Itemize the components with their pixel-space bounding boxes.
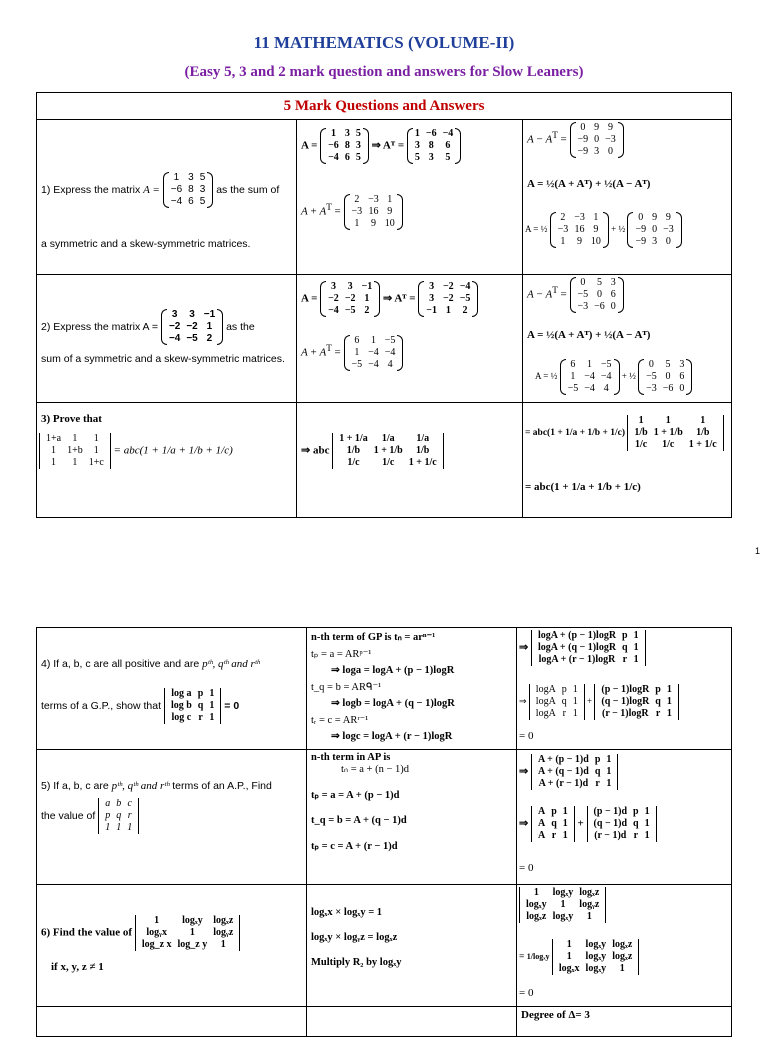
- q4-question-terms: pᵗʰ, qᵗʰ and rᵗʰ: [202, 658, 260, 670]
- q4-line-1: n-th term of GP is tₙ = arⁿ⁻¹: [311, 632, 436, 643]
- q4-line-2: tₚ = a = ARᵖ⁻¹: [311, 648, 372, 660]
- q2-question-suffix: sum of a symmetric and a skew-symmetric matrices.: [41, 353, 285, 365]
- q3-determinant: 1+a 1 1 1 1+b 1 1 1 1+c: [39, 433, 111, 469]
- q6-coef: 1/logₓy: [526, 952, 550, 962]
- q2-matrix-at: 3 −2 −4 3 −2 −5 −1 1 2: [418, 281, 478, 317]
- q4-result: = 0: [519, 730, 534, 742]
- q4-rhs: = 0: [224, 699, 240, 712]
- q3-rhs: = abc(1 + 1/a + 1/b + 1/c): [113, 444, 233, 457]
- q4-line-4: t_q = b = ARᑫ⁻¹: [311, 681, 382, 693]
- q5-line-4: t_q = b = A + (q − 1)d: [311, 815, 407, 826]
- q5-question-terms: pᵗʰ, qᵗʰ and rᵗʰ: [111, 780, 170, 792]
- q2-question-prefix: 2) Express the matrix A =: [41, 320, 159, 333]
- q4-question-cell: 4) If a, b, c are all positive and are pᵗʰ, qᵗʰ and rᵗʰ terms of a G.P., show that log a p 1 log b q 1 log c r 1 = 0: [37, 628, 307, 750]
- q1-question-cell: 1) Express the matrix A = 1 3 5 −6 8 3 −4 6 5 as the sum of a symmetric and a skew-symmetric matrices.: [37, 120, 297, 275]
- q2-step-cell: A = 3 3 −1 −2 −2 1 −4 −5 2 ⇒ Aᵀ = 3 −2 −4 3 −2 −5 −1 1 2 $A + A^T$ = 6 1 −5 1 −4 −4 −5 −4 4: [297, 275, 523, 403]
- q5-line-5: tₚ = c = A + (r − 1)d: [311, 841, 398, 852]
- q4-step-cell: [307, 628, 517, 750]
- q5-line-1: n-th term in AP is: [311, 752, 391, 763]
- q3-question: 3) Prove that: [41, 413, 102, 425]
- q5-line-2: tₙ = a + (n − 1)d: [341, 764, 410, 775]
- document-subtitle: (Easy 5, 3 and 2 mark question and answers for Slow Leaners): [184, 64, 584, 80]
- q5-result: = 0: [519, 862, 534, 874]
- q1-matrix-a-copy: 1 3 5 −6 8 3 −4 6 5: [320, 128, 369, 164]
- q3-step1: ⇒ abc: [301, 444, 330, 457]
- q6-line-3: Multiply R₂ by logₓy: [311, 957, 402, 968]
- q7-step-cell: [307, 1007, 517, 1037]
- q4-line-7: ⇒ logc = logA + (r − 1)logR: [331, 731, 453, 742]
- q5-question-prefix: 5) If a, b, c are: [41, 780, 109, 792]
- q6-condition: if x, y, z ≠ 1: [51, 961, 104, 973]
- q6-question-cell: 6) Find the value of 1 logₓy logₓz logᵧx 1 logᵧz log_z x log_z y 1 if x, y, z ≠ 1: [37, 885, 307, 1007]
- q6-line-2: logₓy × logᵧz = logₓz: [311, 932, 398, 943]
- q1-matrix-at: 1 −6 −4 3 8 6 5 3 5: [407, 128, 461, 164]
- q2-question-mid: as the: [226, 320, 255, 333]
- q6-result: = 0: [519, 987, 534, 999]
- q1-question-suffix: a symmetric and a skew-symmetric matrices.: [41, 238, 251, 250]
- q5-answer-cell: ⇒ A + (p − 1)d p 1 A + (q − 1)d q 1 A + (r − 1)d r 1 ⇒ A p 1 A q 1 A r 1 + (p − 1)d p 1 (q − 1)d q 1 (r − 1)d r 1 = 0: [517, 750, 732, 885]
- q2-matrix-sum: 6 1 −5 1 −4 −4 −5 −4 4: [344, 335, 404, 371]
- q5-step-cell: [307, 750, 517, 885]
- q5-question-value: the value of: [41, 809, 96, 822]
- q3-question-cell: [37, 403, 297, 518]
- q1-matrix-sum: 2 −3 1 −3 16 9 1 9 10: [344, 194, 403, 230]
- q1-question-mid: as the sum of: [216, 183, 280, 196]
- q2-formula: A = ½(A + Aᵀ) + ½(A − Aᵀ): [527, 329, 651, 341]
- q2-matrix-diff: 0 5 3 −5 0 6 −3 −6 0: [570, 277, 624, 313]
- q1-answer-cell: $A - A^T$ = 0 9 9 −9 0 −3 −9 3 0 A = ½(A + Aᵀ) + ½(A − Aᵀ) A = ½ 2 −3 1 −3 16 9 1 9 10 + ½ 0 9 9 −9 0 −3 −9 3 0: [523, 120, 732, 275]
- q7-question-cell: [37, 1007, 307, 1037]
- q3-step2: = abc(1 + 1/a + 1/b + 1/c): [525, 428, 626, 439]
- answers-table-page1: [36, 92, 732, 518]
- q1-matrix-a: 1 3 5 −6 8 3 −4 6 5: [163, 172, 214, 208]
- q1-question-prefix: 1) Express the matrix: [41, 183, 141, 196]
- q4-line-3: ⇒ loga = logA + (p − 1)logR: [331, 665, 455, 676]
- q7-partial: Degree of Δ= 3: [521, 1009, 590, 1021]
- q5-question-mid: terms of an A.P., Find: [172, 780, 272, 792]
- document-title: 11 MATHEMATICS (VOLUME-II): [253, 33, 515, 52]
- q1-matrix-diff: 0 9 9 −9 0 −3 −9 3 0: [570, 122, 624, 158]
- q4-question-mid: terms of a G.P., show that: [41, 699, 162, 712]
- q4-answer-cell: ⇒ logA + (p − 1)logR p 1 logA + (q − 1)logR q 1 logA + (r − 1)logR r 1 ⇒ logA p 1 logA q 1 logA r 1 + (p − 1)logR p 1 (q − 1)logR q 1 (r − 1)logR r 1 = 0: [517, 628, 732, 750]
- section-title: 5 Mark Questions and Answers: [37, 93, 732, 120]
- q3-answer-cell: = abc(1 + 1/a + 1/b + 1/c) 1 1 1 1/b 1 + 1/b 1/b 1/c 1/c 1 + 1/c = abc(1 + 1/a + 1/b + 1/c): [523, 403, 732, 518]
- q6-question: 6) Find the value of: [41, 926, 133, 939]
- q5-question-cell: 5) If a, b, c are pᵗʰ, qᵗʰ and rᵗʰ terms of an A.P., Find the value of a b c p q r 1 1 1: [37, 750, 307, 885]
- page-number: 1: [754, 546, 760, 556]
- q6-answer-cell: 1 logₓy logₓz logₓy 1 logᵧz logₓz logₓy 1 = 1/logₓy 1 logₓy logₓz 1 logₓy logₓz logₓx logₓy 1 = 0: [517, 885, 732, 1007]
- q4-line-5: ⇒ logb = logA + (q − 1)logR: [331, 698, 455, 709]
- q1-formula: A = ½(A + Aᵀ) + ½(A − Aᵀ): [527, 178, 651, 190]
- q3-final: = abc(1 + 1/a + 1/b + 1/c): [525, 481, 641, 493]
- q4-question-prefix: 4) If a, b, c are all positive and are: [41, 658, 200, 670]
- q2-matrix-a: 3 3 −1 −2 −2 1 −4 −5 2: [161, 309, 223, 345]
- q2-question-cell: [37, 275, 297, 403]
- q2-answer-cell: $A - A^T$ = 0 5 3 −5 0 6 −3 −6 0 A = ½(A + Aᵀ) + ½(A − Aᵀ) A = ½ 6 1 −5 1 −4 −4 −5 −4 4 + ½ 0 5 3 −5 0 6 −3 −6 0: [523, 275, 732, 403]
- q7-answer-cell: [517, 1007, 732, 1037]
- q4-line-6: tᵣ = c = ARʳ⁻¹: [311, 714, 369, 726]
- q5-line-3: tₚ = a = A + (p − 1)d: [311, 790, 400, 801]
- q3-step-cell: ⇒ abc 1 + 1/a 1/a 1/a 1/b 1 + 1/b 1/b 1/c 1/c 1 + 1/c: [297, 403, 523, 518]
- q1-step-cell: A = 1 3 5 −6 8 3 −4 6 5 ⇒ Aᵀ = 1 −6 −4 3 8 6 5 3 5 $A + A^T$ = 2 −3 1 −3 16 9 1 9 10: [297, 120, 523, 275]
- q6-step-cell: [307, 885, 517, 1007]
- q6-line-1: logₓx × logₓy = 1: [311, 907, 383, 918]
- answers-table-page2: [36, 627, 732, 1037]
